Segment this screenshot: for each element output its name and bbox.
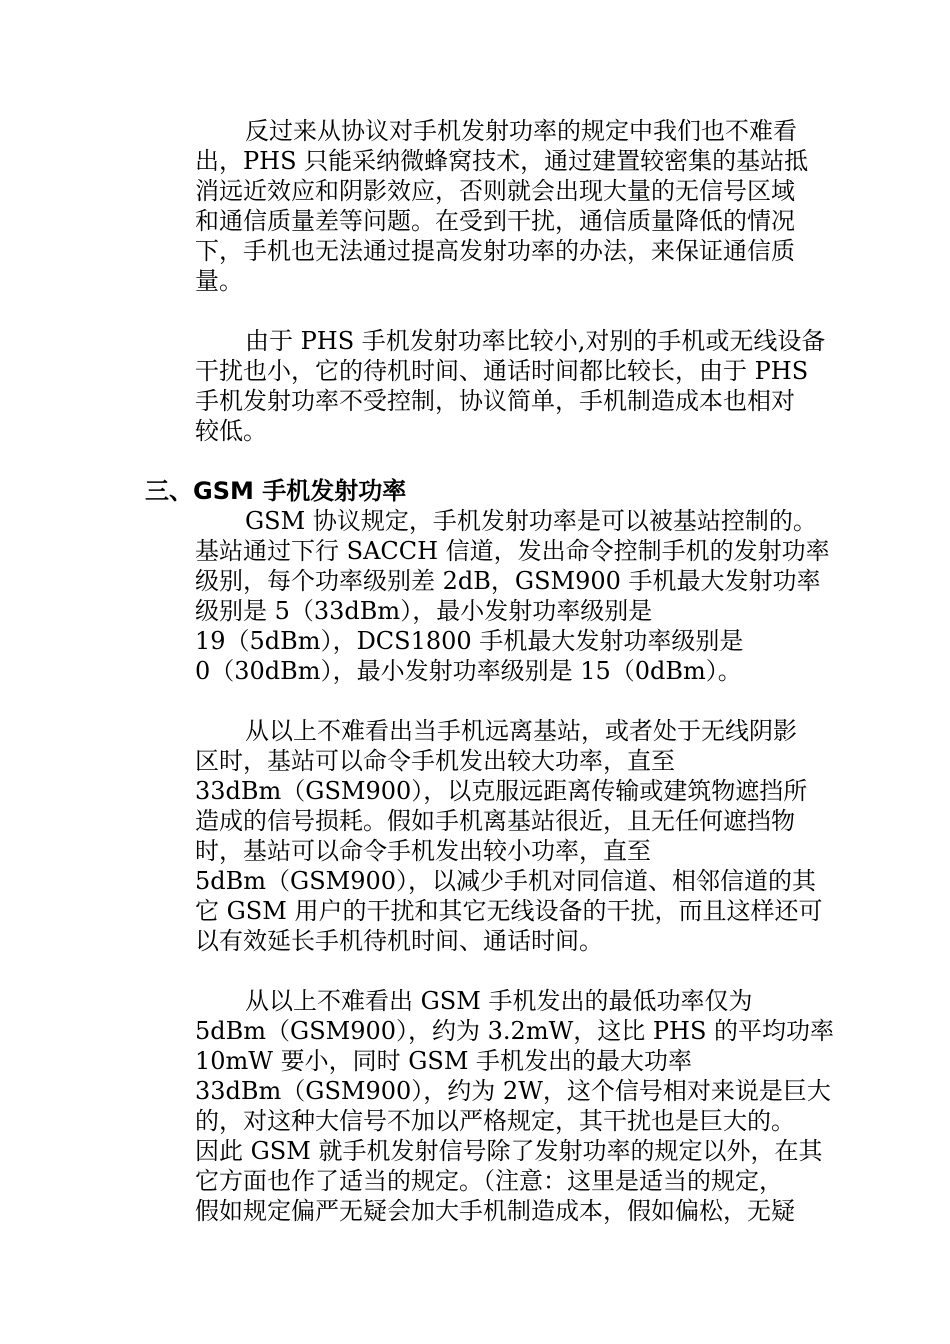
text-line: GSM 协议规定，手机发射功率是可以被基站控制的。 — [245, 507, 817, 535]
text-line: 它 GSM 用户的干扰和其它无线设备的干扰，而且这样还可 — [195, 897, 823, 925]
text-line: 从以上不难看出 GSM 手机发出的最低功率仅为 — [245, 987, 753, 1015]
text-line: 较低。 — [195, 417, 267, 445]
text-line: 10mW 要小，同时 GSM 手机发出的最大功率 — [195, 1047, 693, 1075]
text-line: 级别是 5（33dBm），最小发射功率级别是 — [195, 597, 653, 625]
paragraph-gsm-min-max-power — [145, 986, 835, 1226]
text-line: 19（5dBm），DCS1800 手机最大发射功率级别是 — [195, 627, 744, 655]
paragraph-phs-power — [145, 326, 826, 446]
text-line: 5dBm（GSM900），以减少手机对同信道、相邻信道的其 — [195, 867, 817, 895]
text-line: 它方面也作了适当的规定。（注意：这里是适当的规定， — [195, 1167, 783, 1195]
text-line: 出，PHS 只能采纳微蜂窝技术，通过建置较密集的基站抵 — [195, 147, 809, 175]
document-body — [145, 116, 835, 1226]
text-line: 0（30dBm），最小发射功率级别是 15（0dBm）。 — [195, 657, 742, 685]
text-line: 因此 GSM 就手机发射信号除了发射功率的规定以外，在其 — [195, 1137, 823, 1165]
paragraph-gsm-protocol — [145, 506, 830, 686]
paragraph-spacer — [145, 956, 810, 986]
text-line: 33dBm（GSM900），约为 2W，这个信号相对来说是巨大 — [195, 1077, 831, 1105]
section-heading: 三、GSM 手机发射功率 — [145, 477, 407, 505]
text-line: 基站通过下行 SACCH 信道，发出命令控制手机的发射功率 — [195, 537, 830, 565]
text-line: 下，手机也无法通过提高发射功率的办法，来保证通信质 — [195, 237, 795, 265]
paragraph-spacer — [145, 686, 810, 716]
text-line: 级别，每个功率级别差 2dB，GSM900 手机最大发射功率 — [195, 567, 821, 595]
paragraph-gsm-power-control — [145, 716, 823, 956]
paragraph-phs-protocol — [145, 116, 810, 296]
text-line: 时，基站可以命令手机发出较小功率，直至 — [195, 837, 651, 865]
text-line: 以有效延长手机待机时间、通话时间。 — [195, 927, 603, 955]
text-line: 反过来从协议对手机发射功率的规定中我们也不难看 — [245, 117, 797, 145]
text-line: 5dBm（GSM900），约为 3.2mW，这比 PHS 的平均功率 — [195, 1017, 835, 1045]
text-line: 造成的信号损耗。假如手机离基站很近，且无任何遮挡物 — [195, 807, 795, 835]
text-line: 消远近效应和阴影效应，否则就会出现大量的无信号区域 — [195, 177, 795, 205]
text-line: 假如规定偏严无疑会加大手机制造成本，假如偏松，无疑 — [195, 1197, 795, 1225]
text-line: 的，对这种大信号不加以严格规定，其干扰也是巨大的。 — [195, 1107, 795, 1135]
text-line: 和通信质量差等问题。在受到干扰，通信质量降低的情况 — [195, 207, 795, 235]
text-line: 手机发射功率不受控制，协议简单，手机制造成本也相对 — [195, 387, 795, 415]
text-line: 量。 — [195, 267, 243, 295]
text-line: 区时，基站可以命令手机发出较大功率，直至 — [195, 747, 675, 775]
text-line: 由于 PHS 手机发射功率比较小,对别的手机或无线设备 — [245, 327, 826, 355]
paragraph-spacer — [145, 296, 810, 326]
text-line: 从以上不难看出当手机远离基站，或者处于无线阴影 — [245, 717, 797, 745]
text-line: 干扰也小，它的待机时间、通话时间都比较长，由于 PHS — [195, 357, 809, 385]
paragraph-spacer — [145, 446, 810, 476]
text-line: 33dBm（GSM900），以克服远距离传输或建筑物遮挡所 — [195, 777, 808, 805]
